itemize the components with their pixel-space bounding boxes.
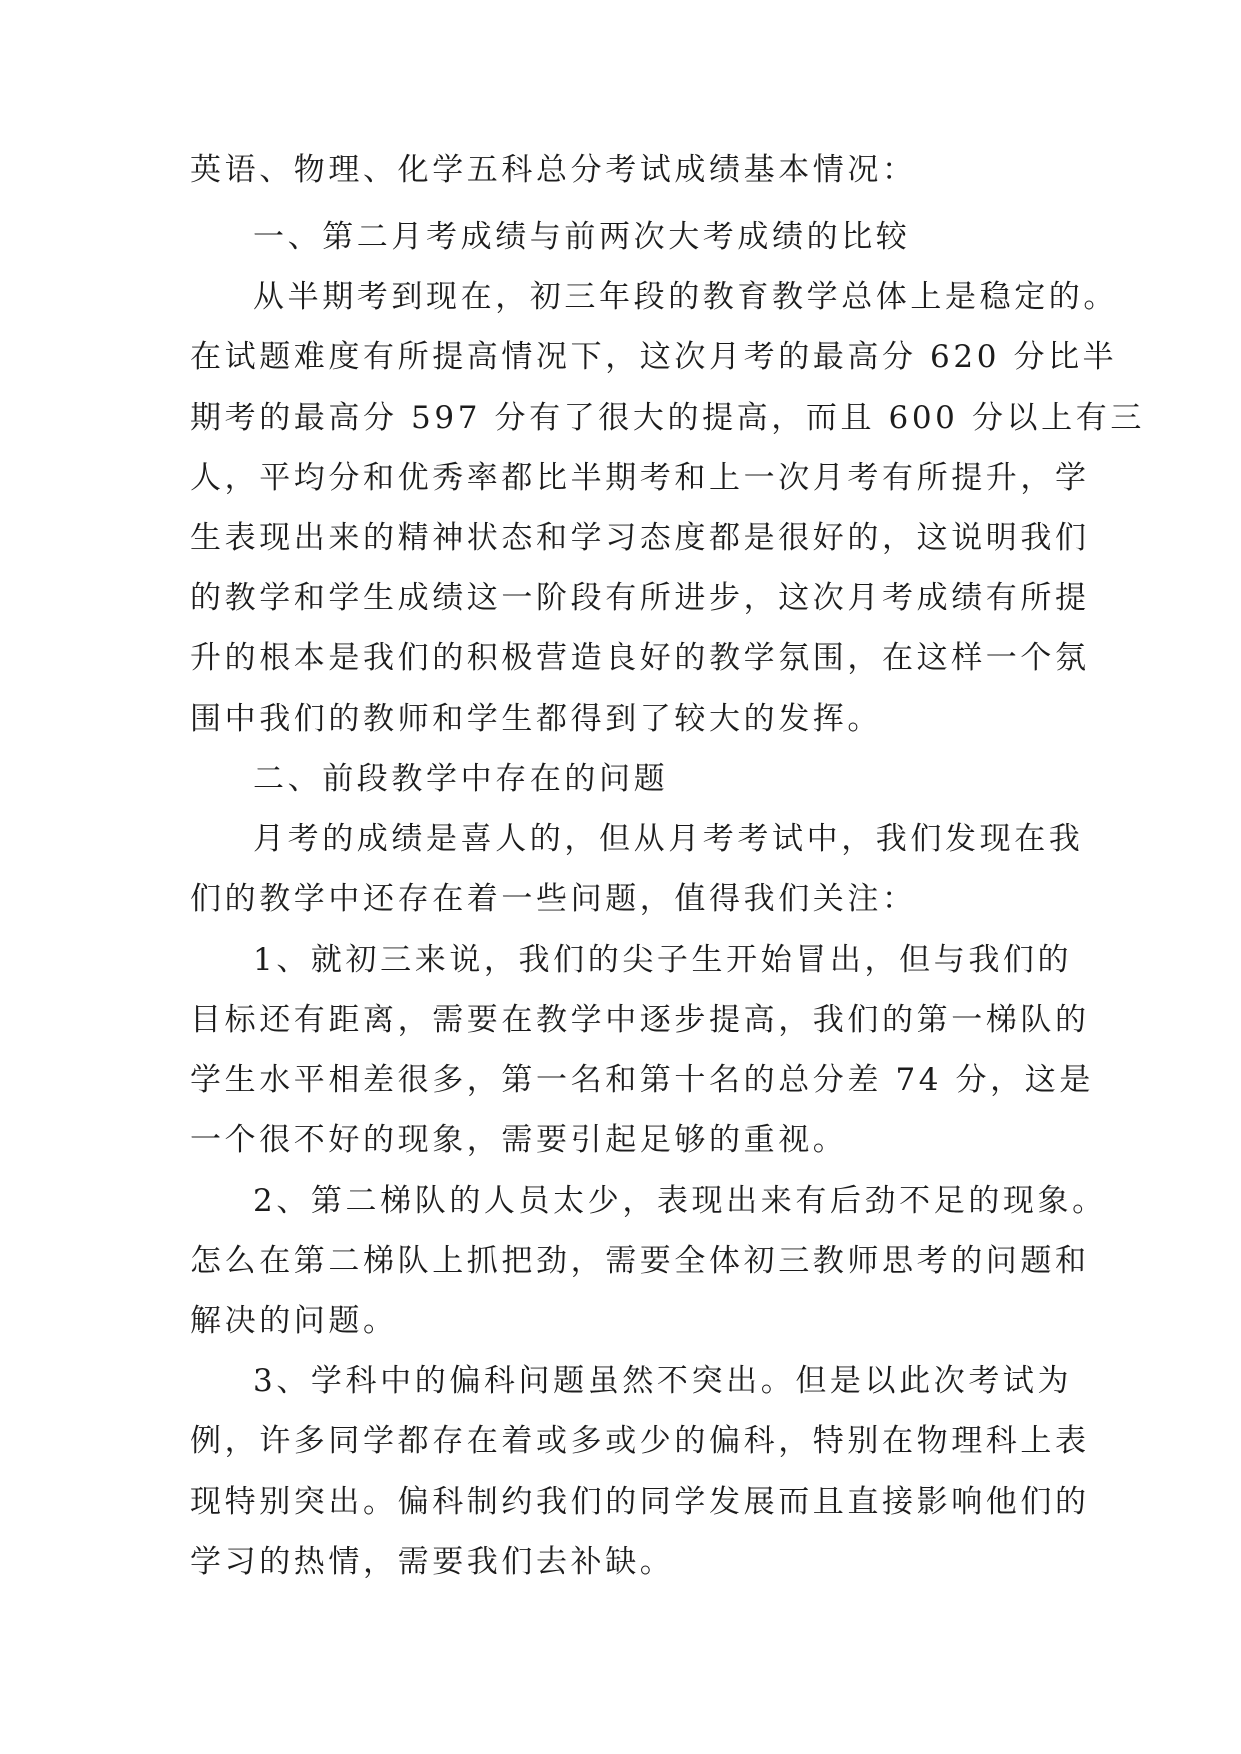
paragraph-line: 的教学和学生成绩这一阶段有所进步，这次月考成绩有所提 [190,580,1090,616]
paragraph-line: 们的教学中还存在着一些问题，值得我们关注： [190,881,917,917]
paragraph-line: 1、就初三来说，我们的尖子生开始冒出，但与我们的 [253,942,1073,978]
paragraph-line: 目标还有距离，需要在教学中逐步提高，我们的第一梯队的 [190,1002,1090,1038]
section-heading: 二、前段教学中存在的问题 [253,761,669,797]
paragraph-line: 2、第二梯队的人员太少，表现出来有后劲不足的现象。 [253,1183,1107,1219]
paragraph-line: 生表现出来的精神状态和学习态度都是很好的，这说明我们 [190,520,1090,556]
paragraph-line: 英语、物理、化学五科总分考试成绩基本情况： [190,152,917,188]
paragraph-line: 解决的问题。 [190,1303,398,1339]
paragraph-line: 学习的热情，需要我们去补缺。 [190,1544,675,1580]
paragraph-line: 升的根本是我们的积极营造良好的教学氛围，在这样一个氛 [190,640,1090,676]
paragraph-line: 怎么在第二梯队上抓把劲，需要全体初三教师思考的问题和 [190,1243,1090,1279]
paragraph-line: 月考的成绩是喜人的，但从月考考试中，我们发现在我 [253,821,1084,857]
paragraph-line: 学生水平相差很多，第一名和第十名的总分差 74 分，这是 [190,1062,1094,1098]
section-heading: 一、第二月考成绩与前两次大考成绩的比较 [253,219,911,255]
paragraph-line: 3、学科中的偏科问题虽然不突出。但是以此次考试为 [253,1363,1073,1399]
paragraph-line: 从半期考到现在，初三年段的教育教学总体上是稳定的。 [253,279,1118,315]
paragraph-line: 现特别突出。偏科制约我们的同学发展而且直接影响他们的 [190,1484,1090,1520]
paragraph-line: 期考的最高分 597 分有了很大的提高，而且 600 分以上有三 [190,400,1145,436]
paragraph-line: 人，平均分和优秀率都比半期考和上一次月考有所提升，学 [190,460,1090,496]
paragraph-line: 例，许多同学都存在着或多或少的偏科，特别在物理科上表 [190,1423,1090,1459]
paragraph-line: 在试题难度有所提高情况下，这次月考的最高分 620 分比半 [190,339,1118,375]
paragraph-line: 围中我们的教师和学生都得到了较大的发挥。 [190,701,882,737]
paragraph-line: 一个很不好的现象，需要引起足够的重视。 [190,1122,848,1158]
